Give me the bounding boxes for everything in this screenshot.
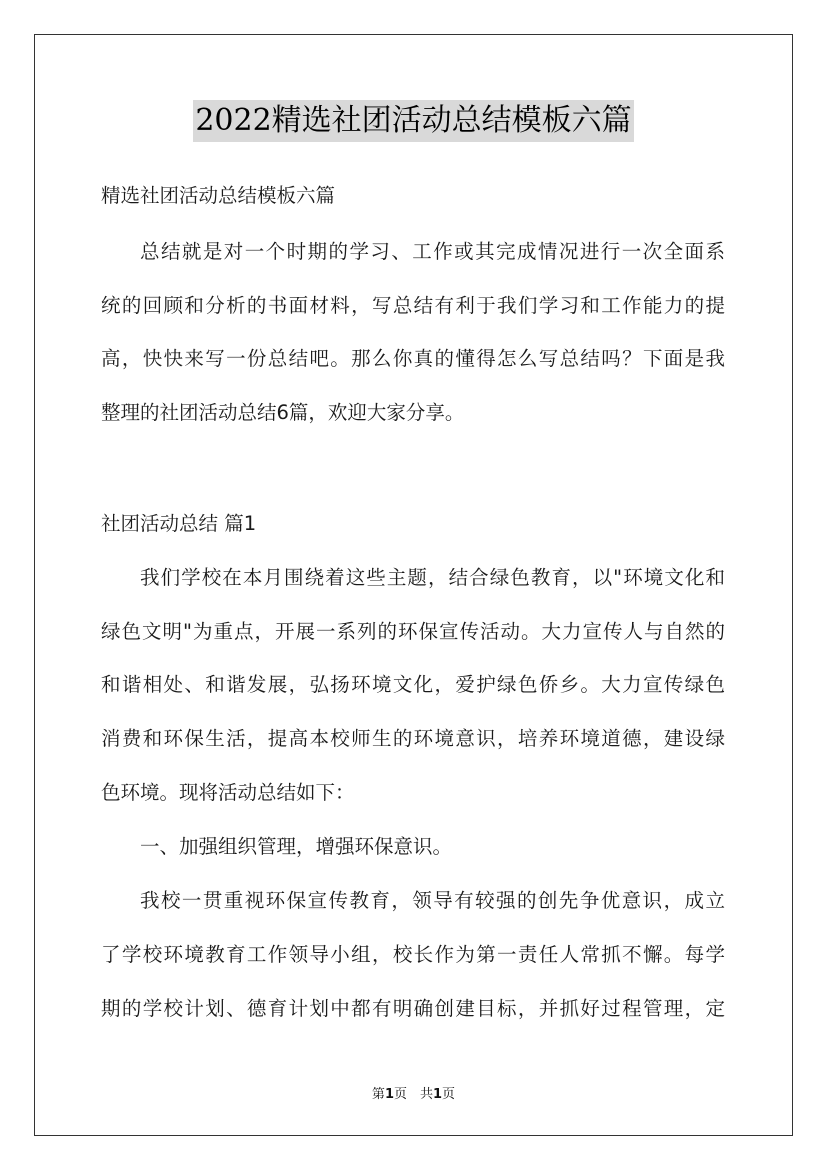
section-line-2: 绿色文明"为重点，开展一系列的环保宣传活动。大力宣传人与自然的 — [101, 620, 725, 643]
footer-page-current: 1 — [384, 1087, 394, 1102]
section-line-1: 我们学校在本月围绕着这些主题，结合绿色教育，以"环境文化和 — [140, 566, 725, 589]
section-line-5: 色环境。现将活动总结如下： — [101, 781, 355, 804]
section-line-4: 消费和环保生活，提高本校师生的环境意识，培养环境道德，建设绿 — [101, 727, 725, 750]
section-heading: 社团活动总结 篇1 — [101, 512, 257, 535]
document-title: 2022精选社团活动总结模板六篇 — [193, 100, 633, 142]
footer-page-suffix: 页 — [442, 1087, 456, 1102]
intro-line-2: 统的回顾和分析的书面材料，写总结有利于我们学习和工作能力的提 — [101, 294, 725, 317]
point-one-line-3: 期的学校计划、德育计划中都有明确创建目标，并抓好过程管理，定 — [101, 997, 725, 1020]
document-subtitle: 精选社团活动总结模板六篇 — [101, 184, 336, 207]
point-one-line-2: 了学校环境教育工作领导小组，校长作为第一责任人常抓不懈。每学 — [101, 943, 725, 966]
intro-line-3: 高，快快来写一份总结吧。那么你真的懂得怎么写总结吗？下面是我 — [101, 347, 725, 370]
footer-page-mid: 页 共 — [393, 1087, 433, 1102]
point-one-line-1: 我校一贯重视环保宣传教育，领导有较强的创先争优意识，成立 — [140, 889, 725, 912]
page-footer — [0, 1083, 827, 1102]
point-one-heading: 一、加强组织管理，增强环保意识。 — [140, 835, 453, 858]
footer-page-total: 1 — [433, 1087, 443, 1102]
intro-line-1: 总结就是对一个时期的学习、工作或其完成情况进行一次全面系 — [140, 240, 725, 263]
section-line-3: 和谐相处、和谐发展，弘扬环境文化，爱护绿色侨乡。大力宣传绿色 — [101, 673, 725, 696]
title-container — [0, 100, 827, 142]
footer-page-prefix: 第 — [371, 1087, 385, 1102]
intro-line-4: 整理的社团活动总结6篇，欢迎大家分享。 — [101, 401, 465, 424]
